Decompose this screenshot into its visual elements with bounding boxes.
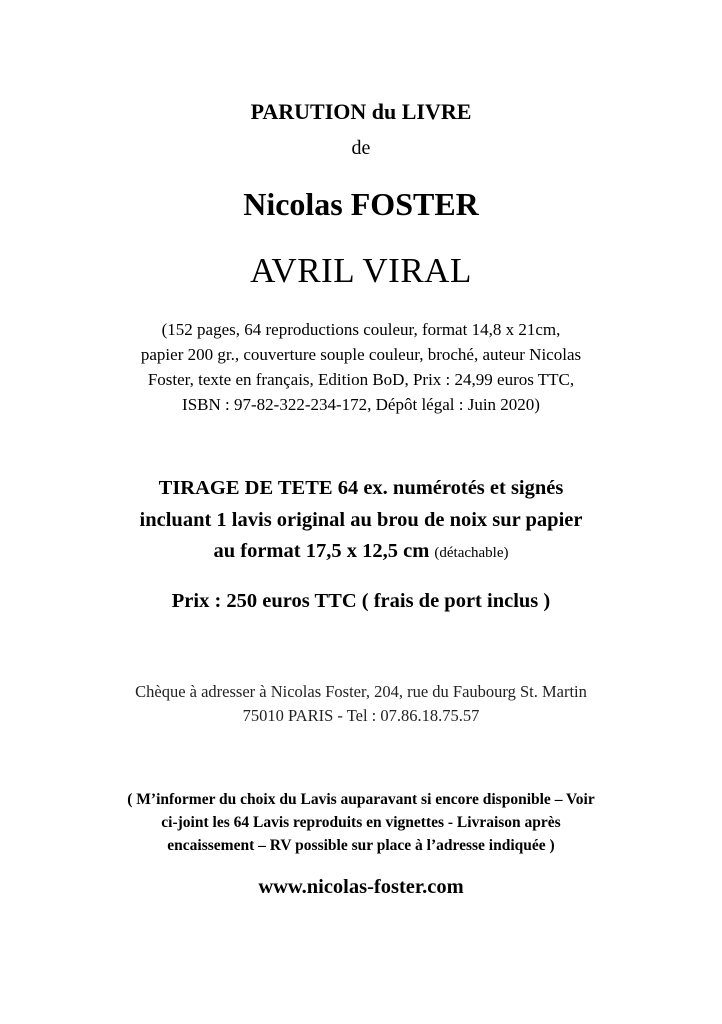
book-details-line: papier 200 gr., couverture souple couleur, broché, auteur Nicolas	[140, 345, 582, 364]
price-line: Prix : 250 euros TTC ( frais de port inclus )	[171, 590, 551, 612]
book-title: AVRIL VIRAL	[250, 251, 472, 290]
limited-edition-line: TIRAGE DE TETE 64 ex. numérotés et signés	[158, 477, 564, 499]
book-details-line: Foster, texte en français, Edition BoD, Prix : 24,99 euros TTC,	[147, 370, 575, 389]
book-details-line: ISBN : 97-82-322-234-172, Dépôt légal : Juin 2020)	[182, 395, 540, 414]
book-details-line: (152 pages, 64 reproductions couleur, format 14,8 x 21cm,	[161, 320, 561, 339]
limited-edition-line	[0, 540, 722, 563]
author-name: Nicolas FOSTER	[243, 186, 479, 222]
limited-edition-line: incluant 1 lavis original au brou de noix sur papier	[139, 509, 583, 531]
contact-address-line: Chèque à adresser à Nicolas Foster, 204, rue du Faubourg St. Martin	[135, 682, 587, 701]
website-url: www.nicolas-foster.com	[258, 876, 464, 898]
contact-phone-line: 75010 PARIS - Tel : 07.86.18.75.57	[242, 706, 480, 725]
announcement-heading: PARUTION du LIVRE	[250, 99, 472, 124]
ordering-note-line: ( M’informer du choix du Lavis auparavant si encore disponible – Voir	[127, 791, 595, 808]
preposition-text: de	[351, 137, 371, 159]
format-text: au format 17,5 x 12,5 cm	[213, 540, 435, 562]
ordering-note-line: encaissement – RV possible sur place à l’adresse indiquée )	[167, 837, 555, 854]
ordering-note-line: ci-joint les 64 Lavis reproduits en vignettes - Livraison après	[161, 814, 561, 831]
detachable-note: (détachable)	[434, 545, 509, 561]
